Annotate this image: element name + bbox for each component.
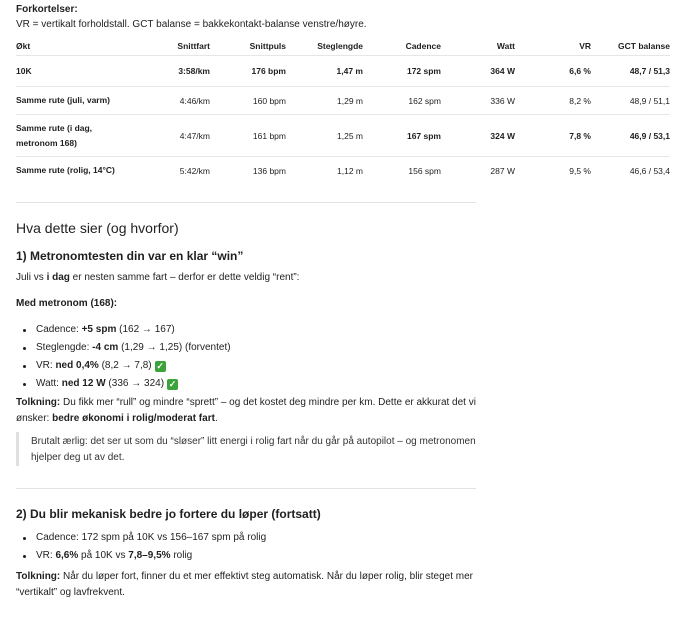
item-text: Cadence: xyxy=(36,324,82,335)
table-cell: 1,12 m xyxy=(286,157,363,185)
section-2-title: 2) Du blir mekanisk bedre jo fortere du løper (fortsatt) xyxy=(16,507,321,521)
item-emphasis: -4 cm xyxy=(92,342,119,353)
table-cell: 46,6 / 53,4 xyxy=(591,157,670,185)
table-cell: 1,29 m xyxy=(286,87,363,115)
divider xyxy=(16,202,476,203)
interp-emphasis: bedre økonomi i rolig/moderat fart xyxy=(52,413,215,424)
table-cell: 4:47/km xyxy=(124,115,210,157)
speed-list xyxy=(16,529,266,565)
item-text: VR: xyxy=(36,360,56,371)
table-cell: 1,47 m xyxy=(286,56,363,87)
list-item xyxy=(16,339,231,357)
quote-line-1: Brutalt ærlig: det ser ut som du “sløser” litt energi i rolig fart når du går på autopilot – og metronomen xyxy=(31,436,476,447)
row-label xyxy=(16,157,124,185)
table-cell: 5:42/km xyxy=(124,157,210,185)
section-2-interpretation-line2: “vertikalt” og lavfrekvent. xyxy=(16,587,125,598)
table-row xyxy=(16,87,670,115)
header-snittfart: Snittfart xyxy=(177,41,210,51)
row-label-line: Samme rute (rolig, 14°C) xyxy=(16,165,115,175)
abbrev-text: VR = vertikalt forholdstall. GCT balanse = bakkekontakt-balanse venstre/høyre. xyxy=(16,19,367,30)
table-cell: 46,9 / 53,1 xyxy=(591,115,670,157)
list-item xyxy=(16,547,266,565)
item-text: Steglengde: xyxy=(36,342,93,353)
item-text: Cadence: 172 spm på 10K vs 156–167 spm på rolig xyxy=(36,532,267,543)
item-emphasis: ned 12 W xyxy=(61,378,106,389)
table-cell: 172 spm xyxy=(363,56,441,87)
abbrev-heading: Forkortelser: xyxy=(16,4,78,15)
intro-emphasis: i dag xyxy=(46,272,70,283)
table-cell: 336 W xyxy=(441,87,515,115)
blockquote xyxy=(16,432,479,466)
table-cell: 3:58/km xyxy=(124,56,210,87)
table-cell: 1,25 m xyxy=(286,115,363,157)
section-1-interpretation-line1 xyxy=(16,396,476,410)
row-label-line: Samme rute (i dag, xyxy=(16,122,93,133)
table-cell: 48,7 / 51,3 xyxy=(591,56,670,87)
row-label xyxy=(16,56,124,87)
item-emphasis: +5 spm xyxy=(81,324,117,335)
header-gct-balanse: GCT balanse xyxy=(618,41,670,51)
item-emphasis: 7,8–9,5% xyxy=(128,550,171,561)
interp-text: Når du løper fort, finner du et mer effektivt steg automatisk. Når du løper rolig, blir steget mer xyxy=(60,571,474,582)
table-cell: 162 spm xyxy=(363,87,441,115)
list-item xyxy=(16,357,231,375)
divider xyxy=(16,488,476,489)
row-label-line: 10K xyxy=(16,65,32,76)
section-1-intro xyxy=(16,271,299,285)
interp-label: Tolkning: xyxy=(16,571,61,582)
table-cell: 4:46/km xyxy=(124,87,210,115)
table-cell: 364 W xyxy=(441,56,515,87)
header-cadence: Cadence xyxy=(405,41,441,51)
header-watt: Watt xyxy=(496,41,515,51)
item-text: (336 → 324) xyxy=(105,378,165,389)
interp-text: . xyxy=(214,413,218,424)
item-text: på 10K vs xyxy=(78,550,129,561)
section-1-subheading: Med metronom (168): xyxy=(16,298,118,309)
item-text: (1,29 → 1,25) (forventet) xyxy=(118,342,231,353)
item-text: Watt: xyxy=(36,378,62,389)
check-icon: ✓ xyxy=(156,361,164,371)
table-cell: 9,5 % xyxy=(515,157,591,185)
table-cell: 161 bpm xyxy=(210,115,286,157)
quote-line-2: hjelper deg ut av det. xyxy=(31,452,125,463)
table-cell: 156 spm xyxy=(363,157,441,185)
interp-text: Du fikk mer “rull” og mindre “sprett” – og det kostet deg mindre per km. Dette er akkurat det vi xyxy=(60,397,476,408)
item-text: rolig xyxy=(170,550,193,561)
list-item xyxy=(16,529,266,547)
item-text: (162 → 167) xyxy=(116,324,175,335)
row-label-line: metronom 168) xyxy=(16,137,77,148)
row-label-line: Samme rute (juli, varm) xyxy=(16,95,111,105)
table-cell: 8,2 % xyxy=(515,87,591,115)
list-item xyxy=(16,375,231,393)
table-row xyxy=(16,56,670,87)
header-okt: Økt xyxy=(16,41,31,51)
section-1-interpretation-line2 xyxy=(16,412,218,426)
table-cell: 167 spm xyxy=(363,115,441,157)
section-2-interpretation-line1 xyxy=(16,570,473,584)
section-title: Hva dette sier (og hvorfor) xyxy=(16,220,179,236)
table-header-row xyxy=(16,37,670,56)
intro-text-rest: er nesten samme fart – derfor er dette veldig “rent”: xyxy=(69,272,300,283)
item-text: VR: xyxy=(36,550,56,561)
row-label xyxy=(16,87,124,115)
intro-text: Juli vs xyxy=(16,272,47,283)
table-row xyxy=(16,157,670,185)
table-cell: 136 bpm xyxy=(210,157,286,185)
table-cell: 48,9 / 51,1 xyxy=(591,87,670,115)
table-row xyxy=(16,115,670,157)
row-label xyxy=(16,115,124,157)
table-cell: 176 bpm xyxy=(210,56,286,87)
metronome-list xyxy=(16,321,231,393)
item-emphasis: 6,6% xyxy=(55,550,79,561)
comparison-table xyxy=(16,37,670,184)
table-cell: 160 bpm xyxy=(210,87,286,115)
interp-text: ønsker: xyxy=(16,413,53,424)
header-steglengde: Steglengde xyxy=(317,41,363,51)
item-emphasis: ned 0,4% xyxy=(55,360,99,371)
header-snittpuls: Snittpuls xyxy=(249,41,286,51)
interp-label: Tolkning: xyxy=(16,397,61,408)
header-vr: VR xyxy=(579,41,591,51)
table-cell: 7,8 % xyxy=(515,115,591,157)
list-item xyxy=(16,321,231,339)
check-icon: ✓ xyxy=(168,379,177,389)
section-1-title: 1) Metronomtesten din var en klar “win” xyxy=(16,249,244,263)
item-text: (8,2 → 7,8) xyxy=(98,360,152,371)
table-cell: 6,6 % xyxy=(515,56,591,87)
table-cell: 324 W xyxy=(441,115,515,157)
table-cell: 287 W xyxy=(441,157,515,185)
